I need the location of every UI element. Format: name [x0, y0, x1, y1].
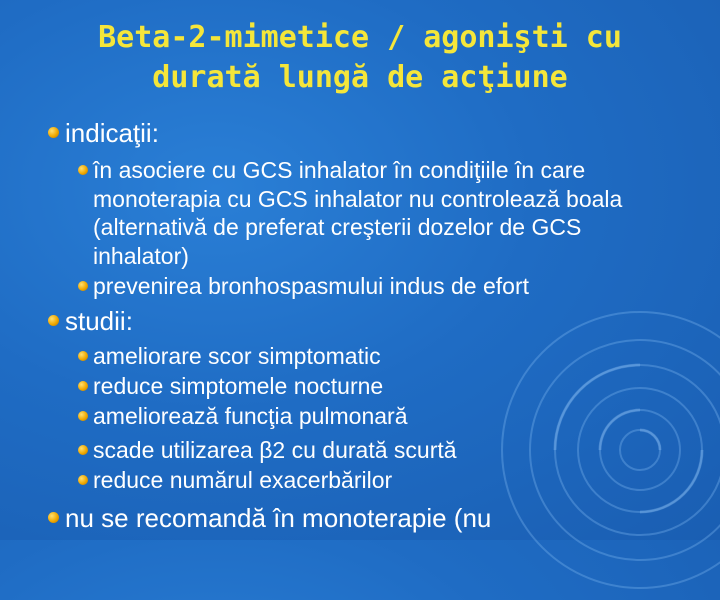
bullet-dot-icon [78, 381, 88, 391]
sub-bullet-pulmonara [78, 402, 408, 431]
bullet-dot-icon [78, 351, 88, 361]
sub-bullet-exacerbari [78, 466, 392, 495]
bullet-dot-icon [78, 165, 88, 175]
bullet-label: indicaţii: [65, 118, 159, 148]
bullet-dot-icon [78, 411, 88, 421]
bullet-dot-icon [48, 127, 59, 138]
title-line-2: durată lungă de acţiune [152, 60, 568, 95]
bullet-dot-icon [78, 445, 88, 455]
bullet-dot-icon [48, 315, 59, 326]
sub-bullet-text: prevenirea bronhospasmului indus de efort [93, 273, 529, 299]
sub-bullet-beta2 [78, 436, 457, 465]
sub-bullet-scor [78, 342, 381, 371]
bullet-dot-icon [78, 475, 88, 485]
bullet-label: nu se recomandă în monoterapie (nu [65, 503, 492, 533]
bullet-studii [48, 306, 133, 336]
sub-bullet-text: ameliorare scor simptomatic [93, 343, 381, 369]
bullet-dot-icon [78, 281, 88, 291]
sub-bullet-text: reduce numărul exacerbărilor [93, 467, 393, 493]
sub-bullet-text: reduce simptomele nocturne [93, 373, 384, 399]
bullet-indicatii [48, 118, 159, 148]
bullet-monoterapie [48, 503, 491, 533]
title-line-1: Beta-2-mimetice / agonişti cu [98, 20, 622, 55]
sub-bullet-text: în asociere cu GCS inhalator în condiţiile în care monoterapia cu GCS inhalator nu controlează boala (alternativă de preferat creşterii dozelor de GCS inhalator) [93, 157, 623, 269]
decorative-swirl [490, 300, 720, 600]
sub-bullet-prevenirea [78, 272, 529, 301]
bullet-label: studii: [65, 306, 133, 336]
sub-bullet-asociere [78, 156, 683, 270]
sub-bullet-nocturne [78, 372, 383, 401]
slide-title [0, 18, 720, 98]
sub-bullet-text: ameliorează funcţia pulmonară [93, 403, 408, 429]
sub-bullet-text: scade utilizarea β2 cu durată scurtă [93, 437, 457, 463]
bullet-dot-icon [48, 512, 59, 523]
